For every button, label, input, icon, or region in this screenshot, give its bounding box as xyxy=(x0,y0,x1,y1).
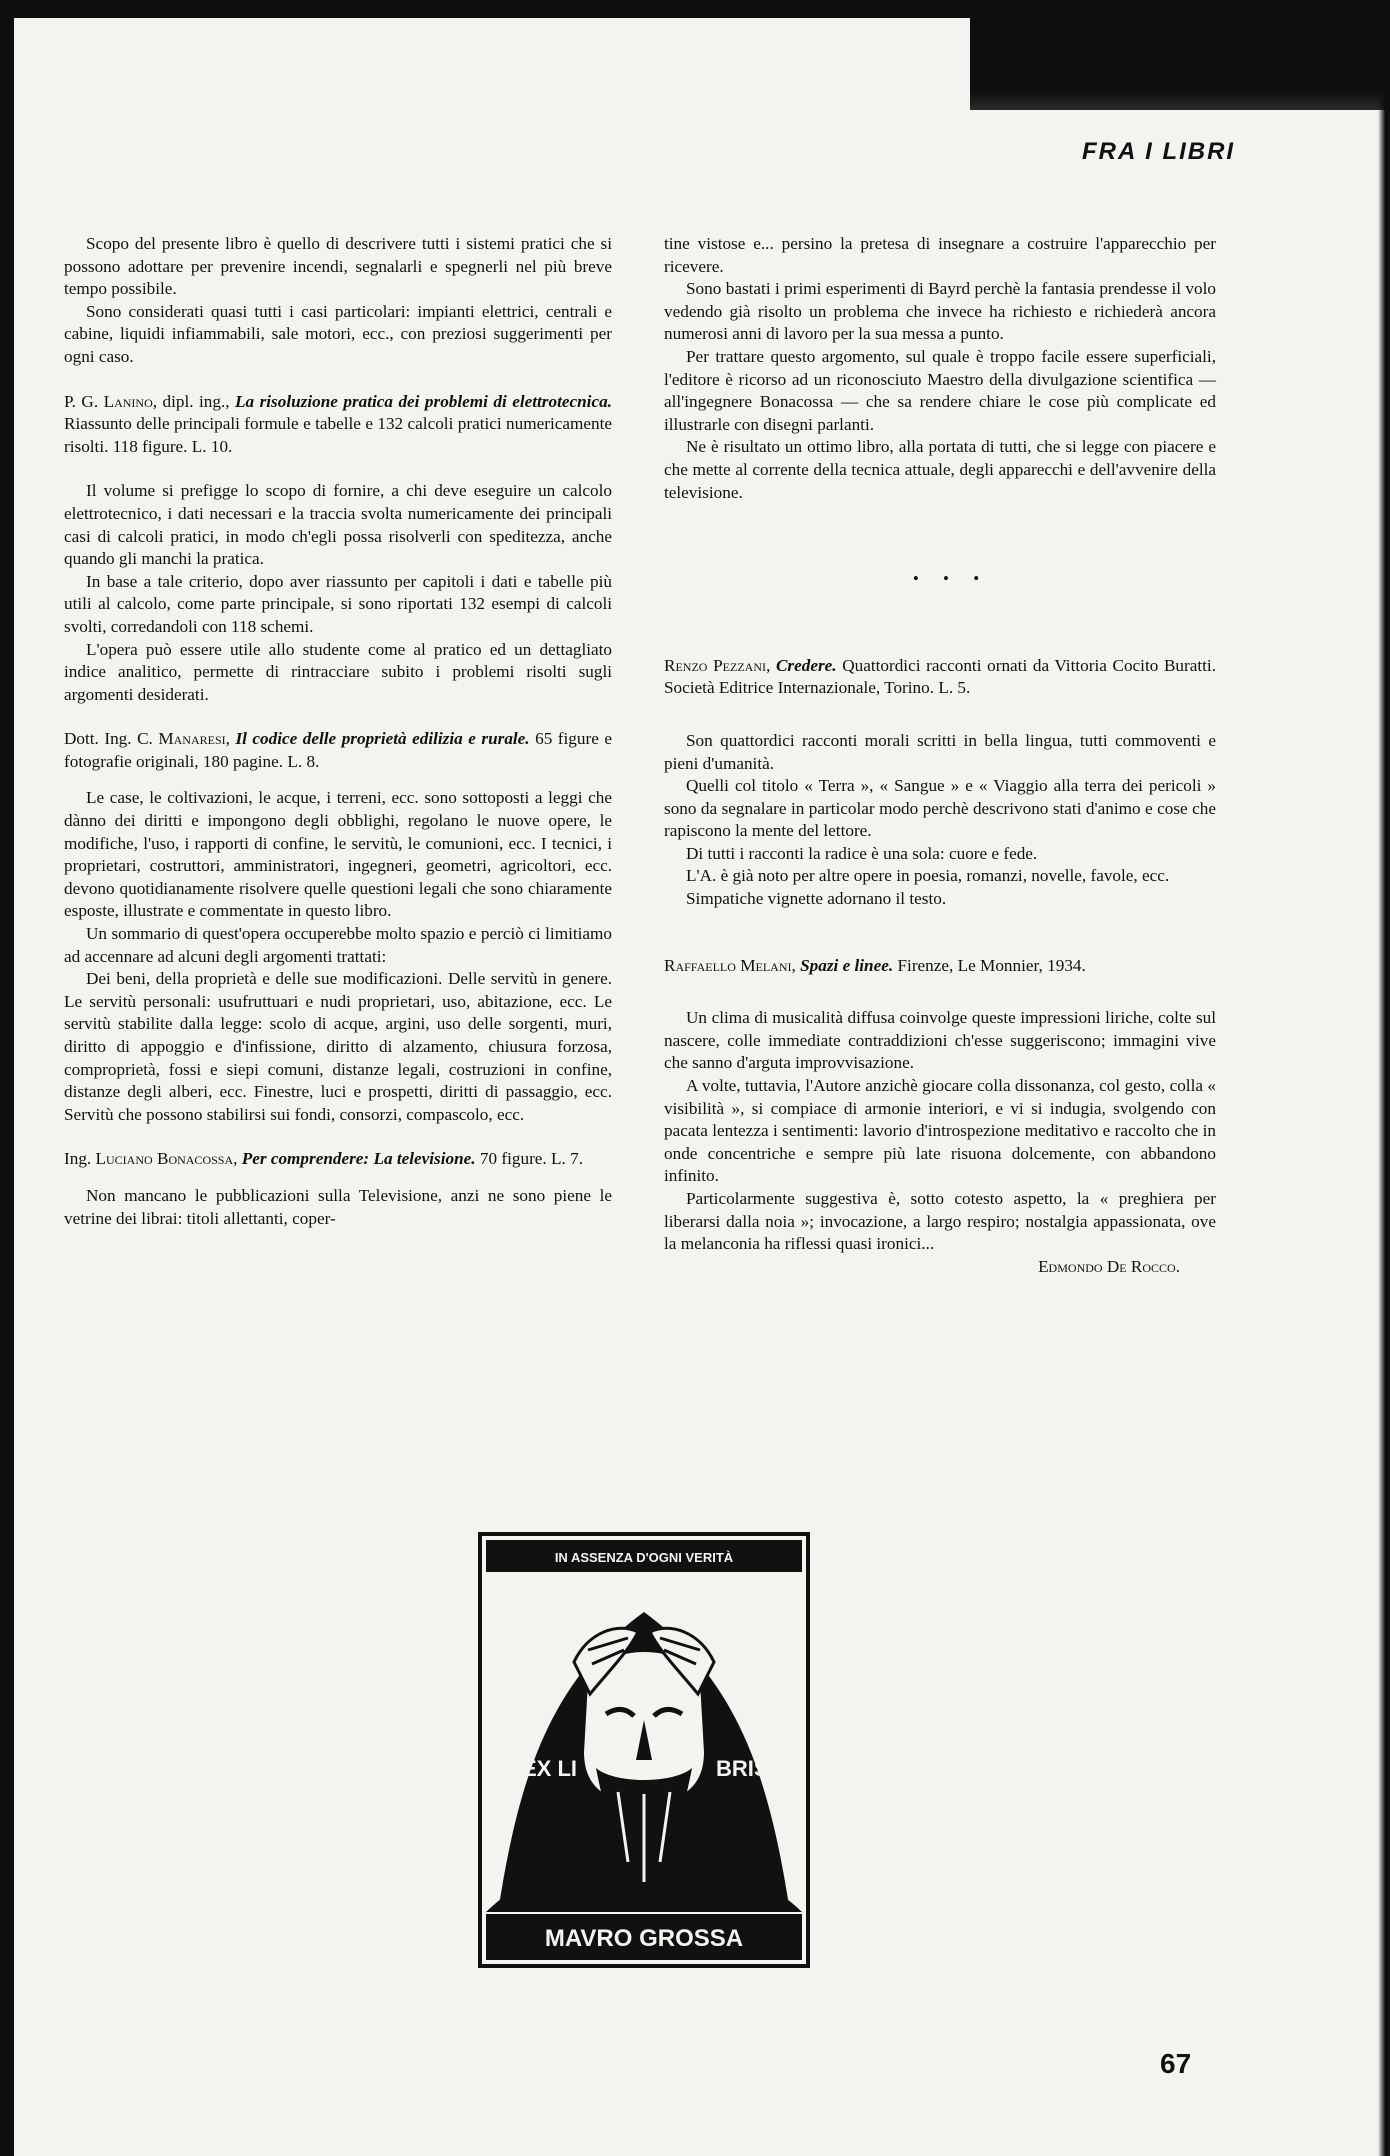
book5-paragraph-1: Un clima di musicalità diffusa coinvolge queste impressioni liriche, colte sul nascere, colle immediate contraddizioni ch'esse suggeriscono; immagini vive che sanno d'arguta improvvisazione. xyxy=(664,1008,1216,1073)
section-separator: • • • xyxy=(912,569,990,589)
ex-libris-bookplate xyxy=(478,1532,810,1968)
book-reference-melani: Raffaello Melani, Spazi e linee. Firenze, Le Monnier, 1934. xyxy=(664,955,1086,975)
top-right-dark-area xyxy=(970,0,1390,110)
book1-paragraph-3: L'opera può essere utile allo studente come al pratico ed un dettagliato indice analitico, permette di rintracciare subito i problemi risolti sugli argomenti desiderati. xyxy=(64,639,612,704)
right-column xyxy=(664,233,1216,1278)
bookplate-right-text: BRIS xyxy=(716,1756,769,1781)
right-border xyxy=(1378,0,1390,2156)
book2-paragraph-3: Dei beni, della proprietà e delle sue modificazioni. Delle servitù in genere. Le servitù personali: usufruttuari e nudi proprietari, uso, abitazione, ecc. Le servitù stabilite dalla legge: scolo di acque, argini, uso delle sorgenti, muri, diritto di appoggio e d'infissione, diritto di alzamento, chiusura forzosa, comproprietà, fossi e siepi comuni, distanze legali, costruzioni in confine, distanze degli alberi, ecc. Finestre, luci e prospetti, diritti di passaggio, ecc. Servitù che possono stabilirsi sui fondi, consorzi, compascolo, ecc. xyxy=(64,969,612,1124)
book3-continued-4: Ne è risultato un ottimo libro, alla portata di tutti, che si legge con piacere e che mette al corrente della tecnica attuale, degli apparecchi e dell'avvenire della televisione. xyxy=(664,437,1216,502)
book2-paragraph-2: Un sommario di quest'opera occuperebbe molto spazio e perciò ci limitiamo ad accennare ad alcuni degli argomenti trattati: xyxy=(64,924,612,966)
left-border xyxy=(0,0,14,2156)
book1-paragraph-1: Il volume si prefigge lo scopo di fornire, a chi deve eseguire un calcolo elettrotecnico, i dati necessari e la traccia svolta numericamente dei principali casi di calcoli pratici, in modo ch'egli possa risolverli con speditezza, anche quando gli manchi la pratica. xyxy=(64,481,612,569)
book4-paragraph-5: Simpatiche vignette adornano il testo. xyxy=(686,889,947,909)
book1-paragraph-2: In base a tale criterio, dopo aver riassunto per capitoli i dati e tabelle più utili al calcolo, come parte principale, si sono riportati 132 esempi di calcoli svolti, corredandoli con 118 schemi. xyxy=(64,571,612,636)
book4-paragraph-4: L'A. è già noto per altre opere in poesia, romanzi, novelle, favole, ecc. xyxy=(686,866,1170,886)
intro-paragraph-1: Scopo del presente libro è quello di descrivere tutti i sistemi pratici che si possono adottare per prevenire incendi, segnalarli e spegnerli nel più breve tempo possibile. xyxy=(64,234,612,299)
book-reference-lanino: P. G. Lanino, dipl. ing., La risoluzione pratica dei problemi di elettrotecnica. Riassunto delle principali formule e tabelle e 132 calcoli pratici numericamente risolti. 118 figure. L. 10. xyxy=(64,391,612,456)
book3-continued-3: Per trattare questo argomento, sul quale è troppo facile essere superficiali, l'editore è ricorso ad un riconosciuto Maestro della divulgazione scientifica — all'ingegnere Bonacossa — che sa rendere chiare le cose più complicate ed illustrarle con disegni parlanti. xyxy=(664,346,1216,434)
book-reference-bonacossa: Ing. Luciano Bonacossa, Per comprendere: La televisione. 70 figure. L. 7. xyxy=(64,1149,584,1169)
running-title: FRA I LIBRI xyxy=(1082,138,1236,165)
book-reference-manaresi: Dott. Ing. C. Manaresi, Il codice delle proprietà edilizia e rurale. 65 figure e fotografie originali, 180 pagine. L. 8. xyxy=(64,729,612,771)
book4-paragraph-2: Quelli col titolo « Terra », « Sangue » e « Viaggio alla terra dei pericoli » sono da segnalare in particolar modo perchè descrivono stati d'animo e cose che rapiscono la mente del lettore. xyxy=(664,776,1216,841)
book4-paragraph-3: Di tutti i racconti la radice è una sola: cuore e fede. xyxy=(686,843,1038,863)
book-reference-pezzani: Renzo Pezzani, Credere. Quattordici racconti ornati da Vittoria Cocito Buratti. Società Editrice Internazionale, Torino. L. 5. xyxy=(664,655,1216,698)
page-number: 67 xyxy=(1160,2048,1192,2079)
bookplate-bottom-text: MAVRO GROSSA xyxy=(544,1925,744,1952)
book3-continued-1: tine vistose e... persino la pretesa di insegnare a costruire l'apparecchio per ricevere. xyxy=(664,234,1216,276)
bookplate-left-text: EX LI xyxy=(522,1756,578,1781)
book2-paragraph-1: Le case, le coltivazioni, le acque, i terreni, ecc. sono sottoposti a leggi che dànno dei diritti e impongono degli obblighi, regolano le nuove opere, le modifiche, l'uso, i rapporti di confine, le servitù, le comunioni, ecc. I tecnici, i proprietari, costruttori, amministratori, ingegneri, geometri, agricoltori, ecc. devono quotidianamente risolvere quelle questioni legali che sono chiaramente esposte, illustrate e commentate in questo libro. xyxy=(64,788,612,921)
intro-paragraph-2: Sono considerati quasi tutti i casi particolari: impianti elettrici, centrali e cabine, liquidi infiammabili, sale motori, ecc., con preziosi suggerimenti per ogni caso. xyxy=(64,301,612,366)
book3-paragraph-1: Non mancano le pubblicazioni sulla Televisione, anzi ne sono piene le vetrine dei librai: titoli allettanti, coper- xyxy=(64,1185,612,1228)
review-signature: Edmondo De Rocco. xyxy=(1038,1256,1180,1276)
book4-paragraph-1: Son quattordici racconti morali scritti in bella lingua, tutti commoventi e pieni d'umanità. xyxy=(664,730,1216,773)
bookplate-top-text: IN ASSENZA D'OGNI VERITÀ xyxy=(554,1550,734,1565)
book3-continued-2: Sono bastati i primi esperimenti di Bayrd perchè la fantasia prendesse il volo vedendo già risolto un problema che invece ha richiesto e richiederà ancora numerosi anni di lavoro per la sua messa a punto. xyxy=(664,279,1216,344)
left-column xyxy=(64,233,612,1230)
book5-paragraph-2: A volte, tuttavia, l'Autore anzichè giocare colla dissonanza, col gesto, colla « visibilità », si compiace di armonie interiori, e vi si indugia, svolgendo con pacata lentezza i sentimenti: lavorio d'introspezione meditativo e raccolto che in onde concentriche e sempre più late risuona dolcemente, con abbandono infinito. xyxy=(664,1076,1216,1186)
book5-paragraph-3: Particolarmente suggestiva è, sotto cotesto aspetto, la « preghiera per liberarsi dalla noia »; invocazione, a largo respiro; nostalgia appassionata, ove la melanconia ha riflessi quasi ironici... xyxy=(664,1189,1216,1254)
